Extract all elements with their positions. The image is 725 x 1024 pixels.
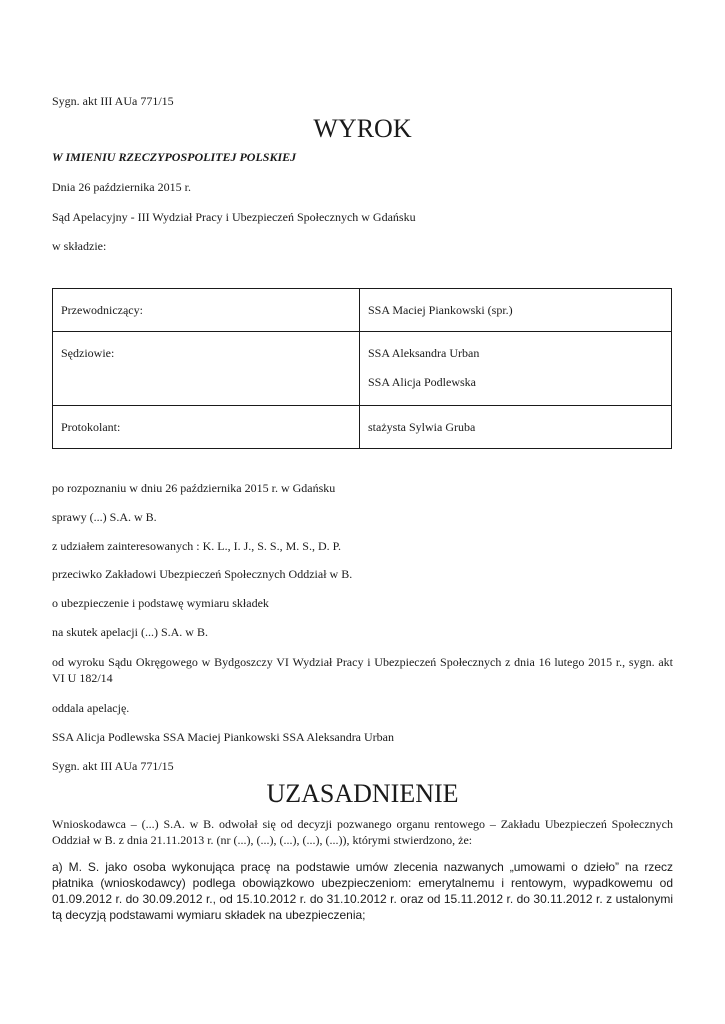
judgment-date: Dnia 26 października 2015 r. <box>52 180 191 194</box>
clerk-name: stażysta Sylwia Gruba <box>368 420 476 434</box>
judge-name: SSA Maciej Piankowski (spr.) <box>368 303 513 317</box>
judgment-subtitle: W IMIENIU RZECZYPOSPOLITEJ POLSKIEJ <box>52 150 297 164</box>
interested-parties-line: z udziałem zainteresowanych : K. L., I. J., S. S., M. S., D. P. <box>52 539 341 553</box>
table-row <box>53 289 671 331</box>
case-party-line: sprawy (...) S.A. w B. <box>52 510 157 524</box>
signatures-line: SSA Alicja Podlewska SSA Maciej Piankowski SSA Aleksandra Urban <box>52 730 394 744</box>
appeal-paragraph: od wyroku Sądu Okręgowego w Bydgoszczy VI Wydział Pracy i Ubezpieczeń Społecznych z dnia 16 lutego 2015 r., sygn. akt VI U 182/14 <box>52 655 673 685</box>
judge-name: SSA Alicja Podlewska <box>368 375 477 389</box>
subject-line: o ubezpieczenie i podstawę wymiaru składek <box>52 596 269 610</box>
judgment-title: WYROK <box>313 114 412 143</box>
row-label: Sędziowie: <box>53 332 360 405</box>
row-label: Przewodniczący: <box>53 289 360 331</box>
judge-name: SSA Aleksandra Urban <box>368 346 480 360</box>
row-value <box>360 406 671 448</box>
defendant-line: przeciwko Zakładowi Ubezpieczeń Społecznych Oddział w B. <box>52 567 353 581</box>
row-value <box>360 332 671 405</box>
justification-paragraph-1: Wnioskodawca – (...) S.A. w B. odwołał się od decyzji pozwanego organu rentowego – Zakładu Ubezpieczeń Społecznych Oddział w B. z dnia 21.11.2013 r. (nr (...), (...), (...), (...), (...)), którymi stwierdzono, że: <box>52 817 673 847</box>
justification-title: UZASADNIENIE <box>266 779 459 808</box>
row-value <box>360 289 671 331</box>
row-label: Protokolant: <box>53 406 360 448</box>
table-row <box>53 405 671 448</box>
appeal-line: na skutek apelacji (...) S.A. w B. <box>52 625 208 639</box>
court-composition-table <box>52 288 672 449</box>
case-number-repeat: Sygn. akt III AUa 771/15 <box>52 759 174 773</box>
composition-intro: w składzie: <box>52 239 107 253</box>
case-number: Sygn. akt III AUa 771/15 <box>52 94 174 108</box>
table-row <box>53 331 671 405</box>
hearing-line: po rozpoznaniu w dniu 26 października 2015 r. w Gdańsku <box>52 481 336 495</box>
court-name: Sąd Apelacyjny - III Wydział Pracy i Ubezpieczeń Społecznych w Gdańsku <box>52 210 416 224</box>
decision-line: oddala apelację. <box>52 701 130 715</box>
justification-paragraph-2: a) M. S. jako osoba wykonująca pracę na podstawie umów zlecenia nazwanych „umowami o dzieło” na rzecz płatnika (wnioskodawcy) podlega obowiązkowo ubezpieczeniom: emerytalnemu i rentowym, wypadkowemu od 01.09.2012 r. do 30.09.2012 r., od 15.10.2012 r. do 31.10.2012 r. oraz od 15.11.2012 r. do 30.11.2012 r. z ustalonymi tą decyzją podstawami wymiaru składek na ubezpieczenia; <box>52 860 673 922</box>
